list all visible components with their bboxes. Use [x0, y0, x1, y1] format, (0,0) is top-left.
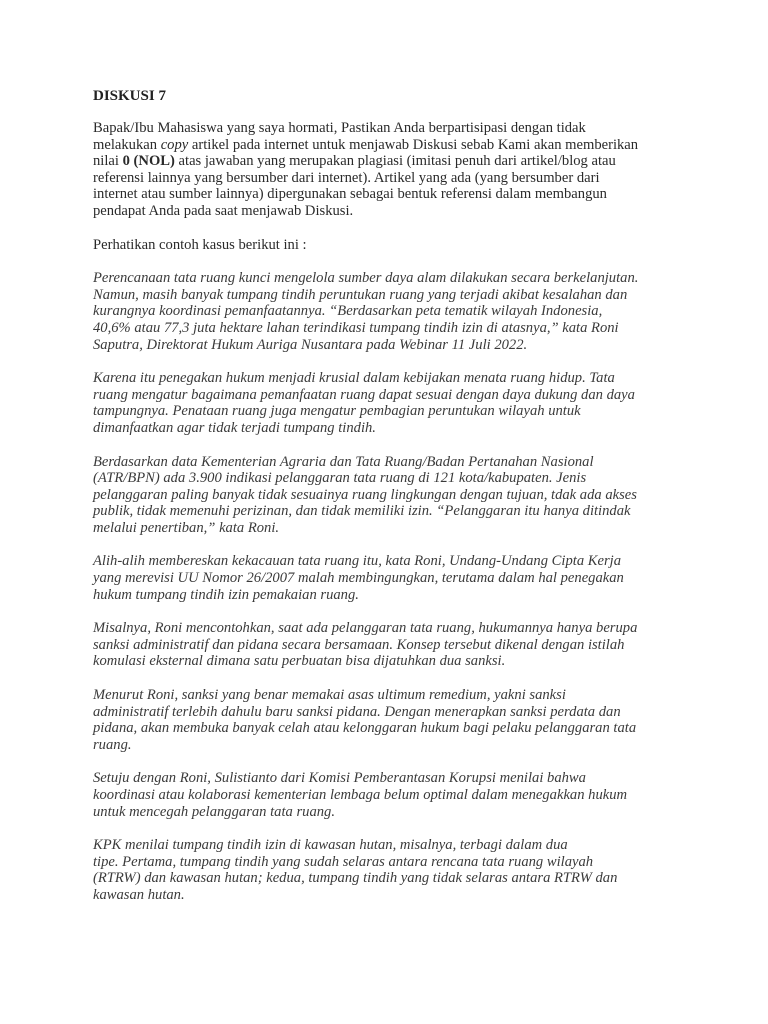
- case-paragraph: [93, 454, 708, 537]
- case-line: Berdasarkan data Kementerian Agraria dan Tata Ruang/Badan Pertanahan Nasional: [93, 453, 594, 470]
- intro-text: nilai: [93, 153, 123, 170]
- case-line: KPK menilai tumpang tindih izin di kawasan hutan, misalnya, terbagi dalam dua: [93, 837, 568, 854]
- case-line: kawasan hutan.: [93, 886, 185, 903]
- case-paragraph: [93, 837, 708, 903]
- case-line: Karena itu penegakan hukum menjadi krusial dalam kebijakan menata ruang hidup. Tata: [93, 370, 615, 387]
- case-paragraph: [93, 687, 708, 753]
- case-line: ruang.: [93, 736, 132, 753]
- intro-line: internet atau sumber lainnya) dipergunakan sebagai bentuk referensi dalam membangun: [93, 186, 607, 203]
- case-line: koordinasi atau kolaborasi kementerian lembaga belum optimal dalam menegakkan hukum: [93, 787, 628, 803]
- case-line: Saputra, Direktorat Hukum Auriga Nusantara pada Webinar 11 Juli 2022.: [93, 336, 528, 353]
- case-line: Setuju dengan Roni, Sulistianto dari Komisi Pemberantasan Korupsi menilai bahwa: [93, 770, 586, 787]
- case-line: Namun, masih banyak tumpang tindih peruntukan ruang yang terjadi akibat kesalahan dan: [93, 286, 628, 303]
- case-paragraph: [93, 620, 708, 670]
- case-line: hukum tumpang tindih izin pemakaian ruang.: [93, 586, 359, 603]
- case-paragraph: [93, 770, 708, 820]
- intro-paragraph: [93, 120, 708, 220]
- document-heading: DISKUSI 7: [93, 88, 166, 104]
- intro-text: atas jawaban yang merupakan plagiasi (imitasi penuh dari artikel/blog atau: [174, 153, 616, 170]
- case-line: ruang mengatur bagaimana pemanfaatan ruang dapat sesuai dengan daya dukung dan daya: [93, 386, 635, 403]
- case-line: 40,6% atau 77,3 juta hektare lahan terindikasi tumpang tindih izin di atasnya,” kata Roni: [93, 319, 619, 336]
- case-line: administratif terlebih dahulu baru sanksi pidana. Dengan menerapkan sanksi perdata dan: [93, 703, 621, 720]
- case-line: Perencanaan tata ruang kunci mengelola sumber daya alam dilakukan secara berkelanjutan.: [93, 270, 639, 287]
- case-line: (RTRW) dan kawasan hutan; kedua, tumpang tindih yang tidak selaras antara RTRW dan: [93, 870, 618, 887]
- case-line: untuk mencegah pelanggaran tata ruang.: [93, 803, 335, 820]
- case-line: sanksi administratif dan pidana secara bersamaan. Konsep tersebut dikenal dengan istilah: [93, 636, 625, 653]
- intro-text: artikel pada internet untuk menjawab Diskusi sebab Kami akan memberikan: [188, 136, 639, 153]
- case-paragraph: [93, 270, 708, 353]
- intro-line: pendapat Anda pada saat menjawab Diskusi.: [93, 202, 354, 219]
- case-paragraph: [93, 553, 708, 603]
- case-line: tampungnya. Penataan ruang juga mengatur pembagian peruntukan wilayah untuk: [93, 403, 581, 420]
- case-line: pidana, akan membuka banyak celah atau kelonggaran hukum bagi pelaku pelanggaran tata: [93, 720, 637, 737]
- prompt-paragraph: Perhatikan contoh kasus berikut ini :: [93, 236, 307, 253]
- case-line: dimanfaatkan agar tidak terjadi tumpang tindih.: [93, 419, 376, 436]
- intro-line: Bapak/Ibu Mahasiswa yang saya hormati, Pastikan Anda berpartisipasi dengan tidak: [93, 120, 586, 136]
- case-line: Alih-alih membereskan kekacauan tata ruang itu, kata Roni, Undang-Undang Cipta Kerja: [93, 553, 622, 570]
- intro-italic-copy: copy: [160, 136, 189, 153]
- case-line: publik, tidak memenuhi perizinan, dan tidak memiliki izin. “Pelanggaran itu hanya ditindak: [93, 503, 631, 520]
- case-line: melalui penertiban,” kata Roni.: [93, 519, 280, 536]
- case-line: komulasi eksternal dimana satu perbuatan bisa dijatuhkan dua sanksi.: [93, 653, 506, 670]
- intro-bold-nol: 0 (NOL): [122, 153, 175, 170]
- intro-line: [93, 137, 708, 154]
- intro-line: referensi lainnya yang bersumber dari internet). Artikel yang ada (yang bersumber dari: [93, 169, 600, 186]
- intro-text: melakukan: [93, 136, 161, 153]
- case-line: pelanggaran paling banyak tidak sesuainya ruang lingkungan dengan tujuan, tdak ada akses: [93, 486, 637, 503]
- case-line: Menurut Roni, sanksi yang benar memakai asas ultimum remedium, yakni sanksi: [93, 687, 566, 704]
- case-line: (ATR/BPN) ada 3.900 indikasi pelanggaran tata ruang di 121 kota/kabupaten. Jenis: [93, 470, 587, 487]
- case-line: kurangnya koordinasi pemanfaatannya. “Berdasarkan peta tematik wilayah Indonesia,: [93, 303, 603, 320]
- case-paragraph: [93, 370, 708, 436]
- case-line: Misalnya, Roni mencontohkan, saat ada pelanggaran tata ruang, hukumannya hanya berupa: [93, 620, 638, 637]
- case-line: yang merevisi UU Nomor 26/2007 malah membingungkan, terutama dalam hal penegakan: [93, 570, 624, 587]
- case-line: tipe. Pertama, tumpang tindih yang sudah selaras antara rencana tata ruang wilayah: [93, 853, 594, 870]
- intro-line: [93, 153, 708, 170]
